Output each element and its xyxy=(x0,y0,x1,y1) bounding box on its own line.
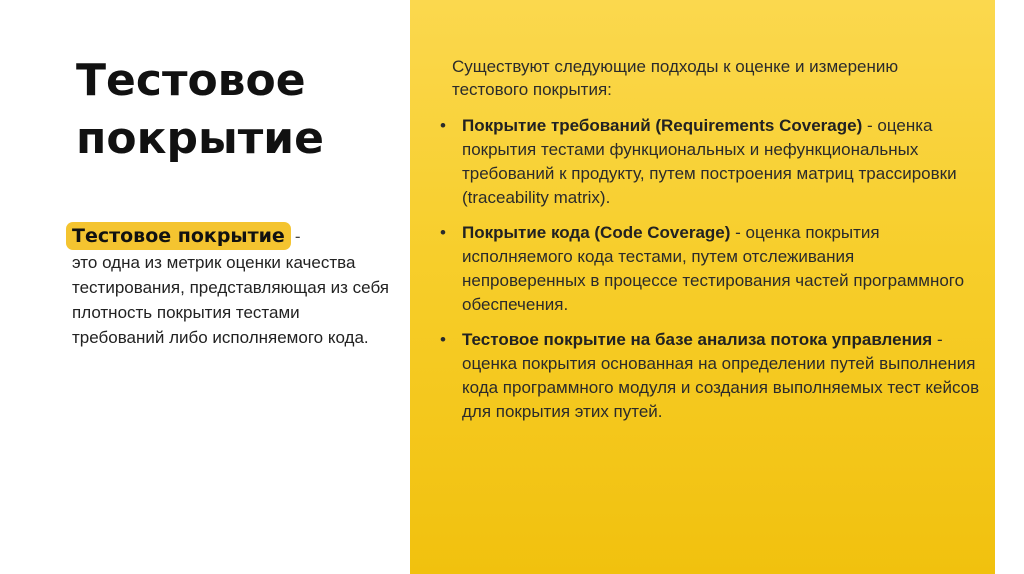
approach-description: - оценка покрытия исполняемого кода тестами, путем отслеживания непроверенных в процессе тестирования частей программного обеспечения. xyxy=(462,223,965,314)
slide-title: Тестовое покрытие xyxy=(76,55,324,164)
approach-term: Тестовое покрытие на базе анализа потока управления xyxy=(462,330,933,349)
bullet-dot-icon: • xyxy=(440,330,446,349)
bullet-dot-icon: • xyxy=(440,223,446,242)
approach-term: Покрытие кода (Code Coverage) xyxy=(462,223,731,242)
list-item xyxy=(440,114,980,210)
bullet-dot-icon: • xyxy=(440,116,446,135)
approach-description: - оценка покрытия тестами функциональных и нефункциональных требований к продукту, путем построения матриц трассировки (traceability matrix). xyxy=(462,116,957,207)
definition-term-highlight: Тестовое покрытие xyxy=(66,222,291,250)
approach-description: - оценка покрытия основанная на определении путей выполнения кода программного модуля и создания выполняемых тест кейсов для покрытия этих путей. xyxy=(462,330,980,421)
definition-block xyxy=(72,222,392,350)
approach-term: Покрытие требований (Requirements Coverage) xyxy=(462,116,863,135)
approaches-intro: Существуют следующие подходы к оценке и измерению тестового покрытия: xyxy=(452,57,899,99)
approaches-list xyxy=(440,114,980,435)
list-item xyxy=(440,328,980,424)
definition-dash: - xyxy=(294,227,301,246)
list-item xyxy=(440,221,980,317)
definition-text: это одна из метрик оценки качества тестирования, представляющая из себя плотность покрытия тестами требований либо исполняемого кода. xyxy=(72,253,390,347)
